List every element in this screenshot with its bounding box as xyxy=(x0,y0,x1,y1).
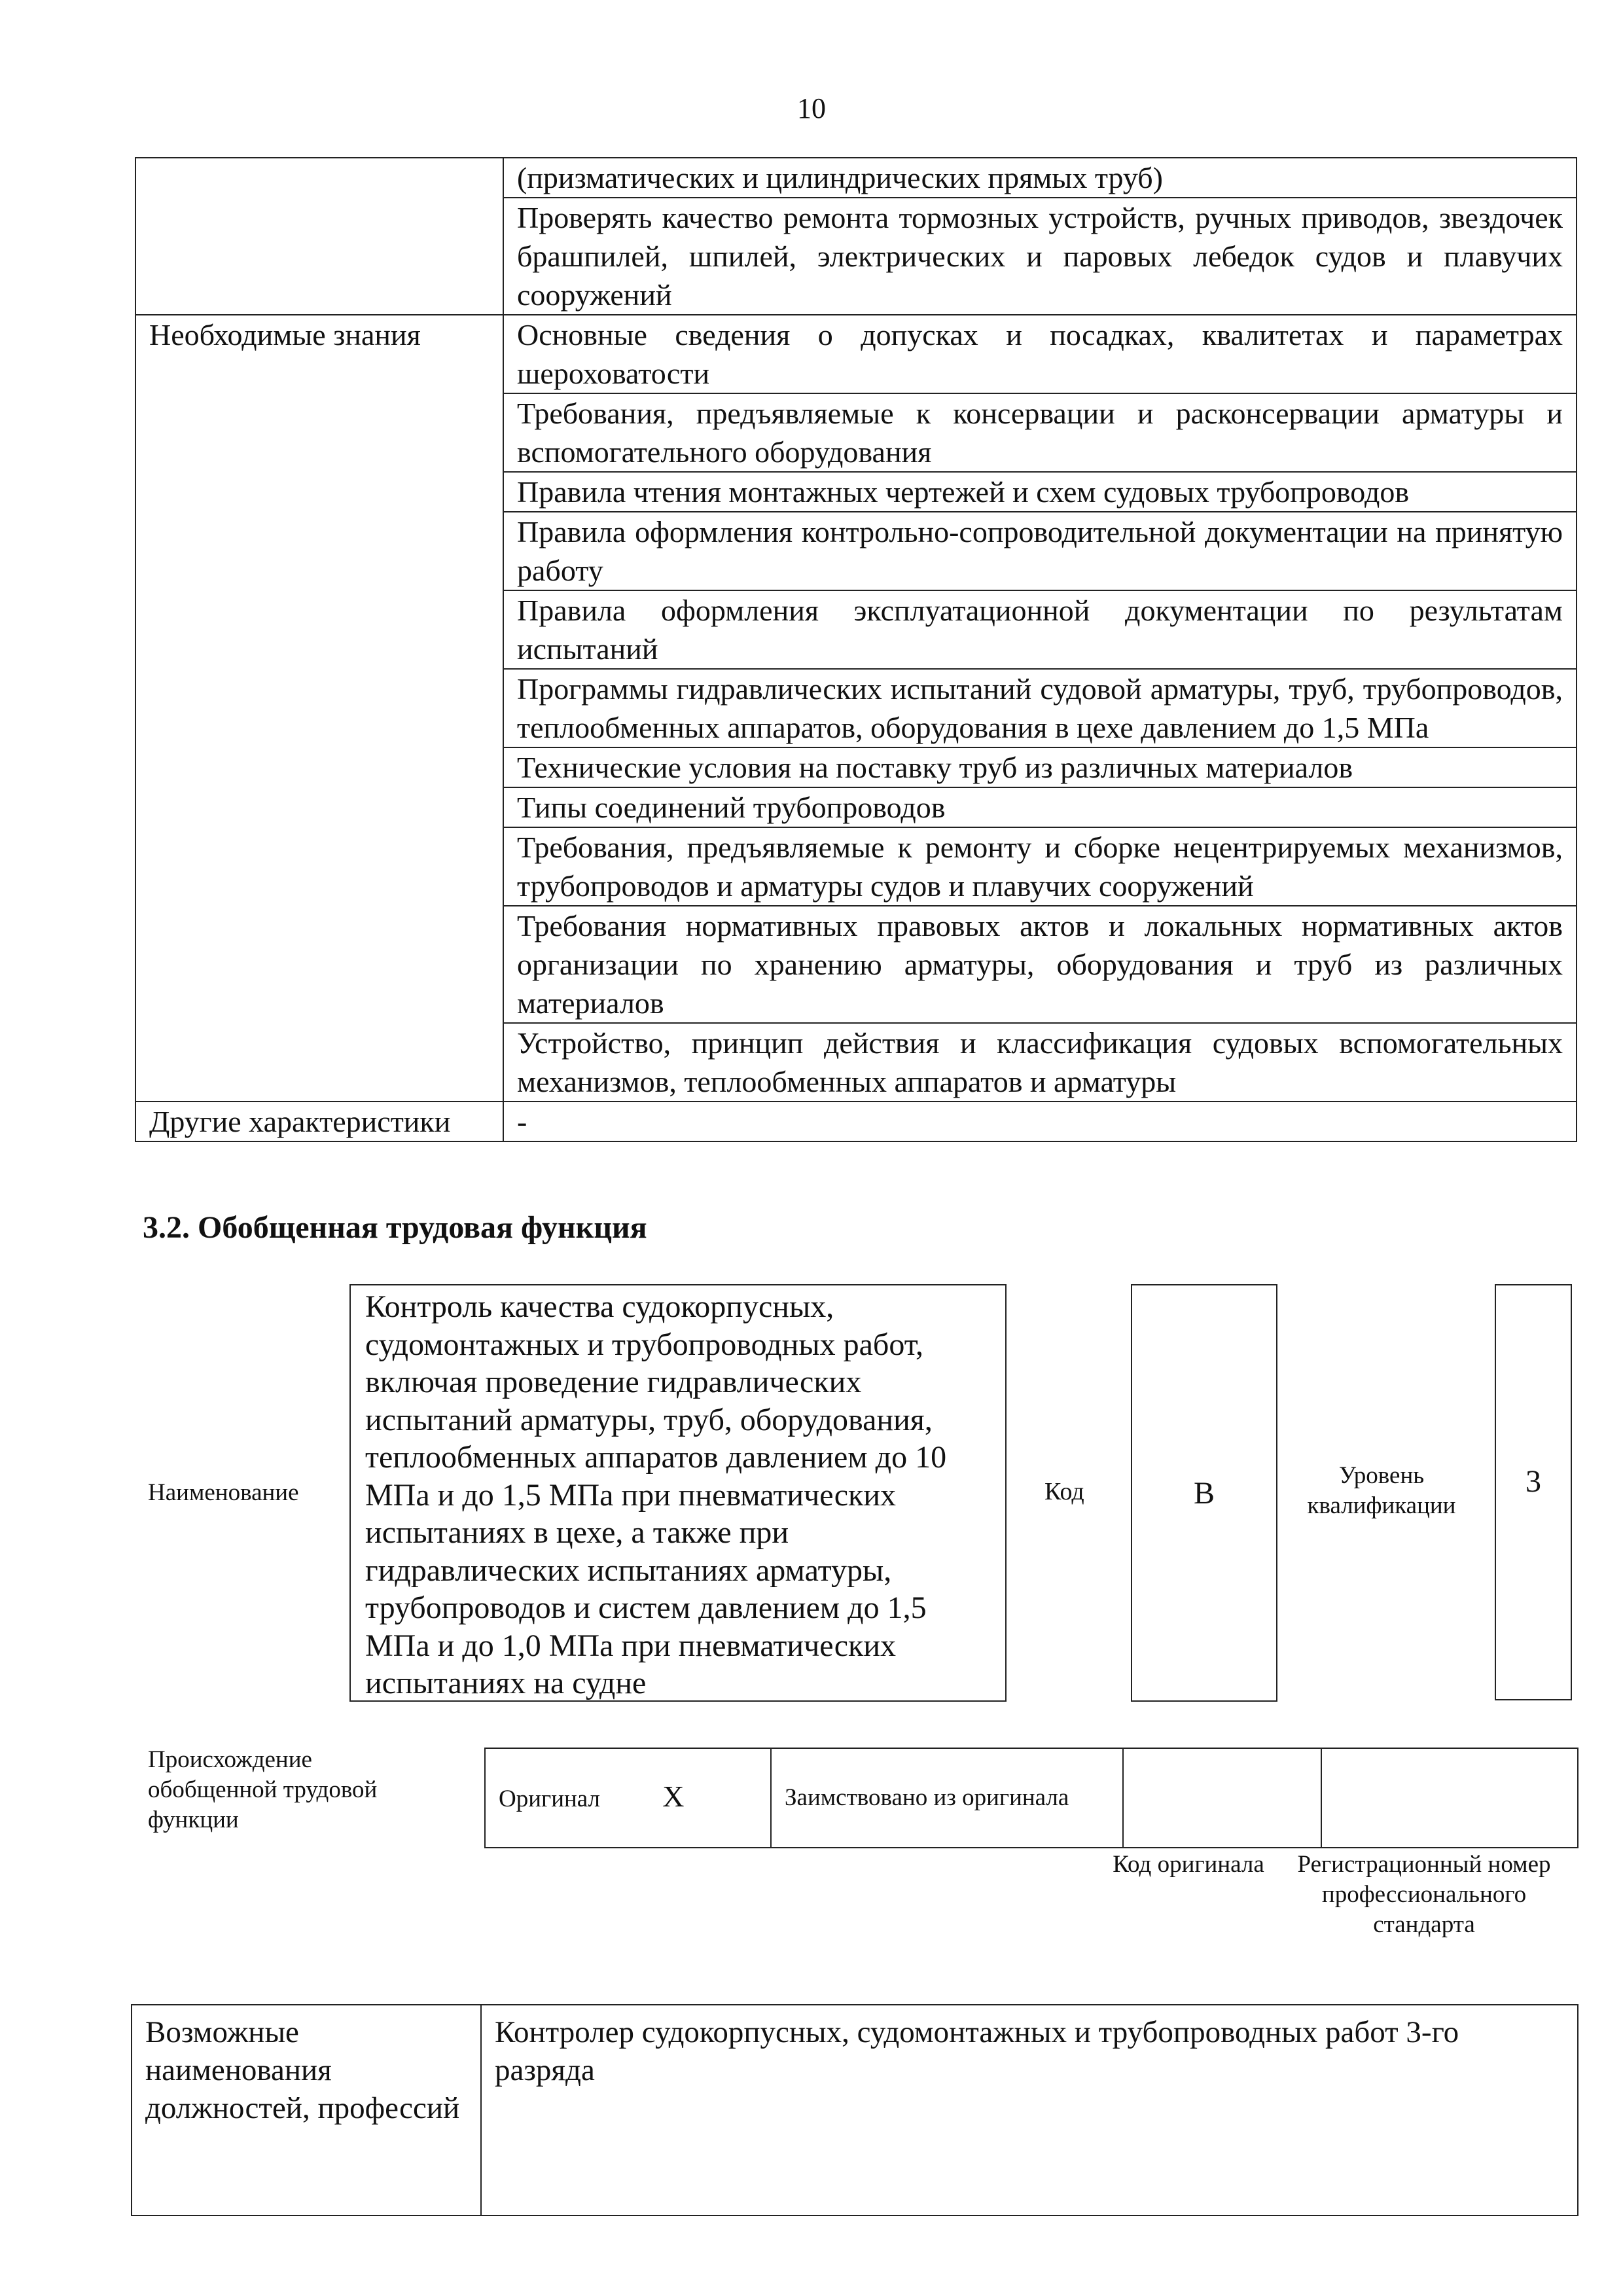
row-text: - xyxy=(503,1102,1577,1141)
row-text: Устройство, принцип действия и классификация судовых вспомогательных механизмов, теплообменных аппаратов и арматуры xyxy=(503,1023,1577,1102)
row-text: (призматических и цилиндрических прямых труб) xyxy=(503,158,1577,198)
section-title: 3.2. Обобщенная трудовая функция xyxy=(143,1210,647,1245)
row-text: Правила оформления контрольно-сопроводительной документации на принятую работу xyxy=(503,512,1577,590)
positions-value: Контролер судокорпусных, судомонтажных и трубопроводных работ 3-го разряда xyxy=(481,2005,1578,2215)
origin-original-cell xyxy=(485,1748,771,1848)
code-original-cell xyxy=(1123,1748,1321,1848)
reg-number-cell xyxy=(1321,1748,1578,1848)
row-text: Требования, предъявляемые к консервации и расконсервации арматуры и вспомогательного оборудования xyxy=(503,393,1577,472)
row-text: Программы гидравлических испытаний судовой арматуры, труб, трубопроводов, теплообменных аппаратов, оборудования в цехе давлением до 1,5 МПа xyxy=(503,669,1577,747)
code-original-caption: Код оригинала xyxy=(1113,1851,1264,1878)
knowledge-table xyxy=(135,157,1577,1142)
row-text: Правила оформления эксплуатационной документации по результатам испытаний xyxy=(503,590,1577,669)
row-text: Технические условия на поставку труб из различных материалов xyxy=(503,747,1577,787)
row-text: Правила чтения монтажных чертежей и схем судовых трубопроводов xyxy=(503,472,1577,512)
row-text: Проверять качество ремонта тормозных устройств, ручных приводов, звездочек брашпилей, шпилей, электрических и паровых лебедок судов и плавучих сооружений xyxy=(503,198,1577,315)
level-value: 3 xyxy=(1495,1284,1572,1700)
row-text: Типы соединений трубопроводов xyxy=(503,787,1577,827)
row-label: Другие характеристики xyxy=(135,1102,503,1141)
original-label: Оригинал xyxy=(499,1785,601,1812)
original-mark: X xyxy=(662,1780,685,1813)
borrowed-label: Заимствовано из оригинала xyxy=(771,1748,1123,1848)
name-label: Наименование xyxy=(148,1479,299,1506)
table-row xyxy=(135,315,1577,393)
positions-label: Возможные наименования должностей, профессий xyxy=(132,2005,481,2215)
knowledge-table-body xyxy=(135,158,1577,1141)
origin-table xyxy=(484,1748,1578,1848)
function-name-box: Контроль качества судокорпусных, судомонтажных и трубопроводных работ, включая проведение гидравлических испытаний арматуры, труб, оборудования, теплообменных аппаратов давлением до 10 МПа и до 1,5 МПа при пневматических испытаниях в цехе, а также при гидравлических испытаниях арматуры, трубопроводов и систем давлением до 1,5 МПа и до 1,0 МПа при пневматических испытаниях на судне xyxy=(349,1284,1007,1702)
row-text: Основные сведения о допусках и посадках, квалитетах и параметрах шероховатости xyxy=(503,315,1577,393)
origin-label: Происхождение обобщенной трудовой функции xyxy=(148,1746,378,1833)
table-row xyxy=(135,1102,1577,1141)
positions-table xyxy=(131,2004,1578,2216)
table-row xyxy=(135,158,1577,198)
level-label: Уровень квалификации xyxy=(1307,1462,1456,1519)
row-label: Необходимые знания xyxy=(135,315,503,1102)
code-value: B xyxy=(1131,1284,1277,1702)
page-number: 10 xyxy=(797,92,826,124)
row-text: Требования нормативных правовых актов и локальных нормативных актов организации по хранению арматуры, оборудования и труб из различных материалов xyxy=(503,906,1577,1023)
row-label xyxy=(135,158,503,315)
code-label: Код xyxy=(1044,1478,1084,1505)
row-text: Требования, предъявляемые к ремонту и сборке нецентрируемых механизмов, трубопроводов и арматуры судов и плавучих сооружений xyxy=(503,827,1577,906)
reg-number-caption: Регистрационный номер профессионального стандарта xyxy=(1297,1851,1551,1938)
